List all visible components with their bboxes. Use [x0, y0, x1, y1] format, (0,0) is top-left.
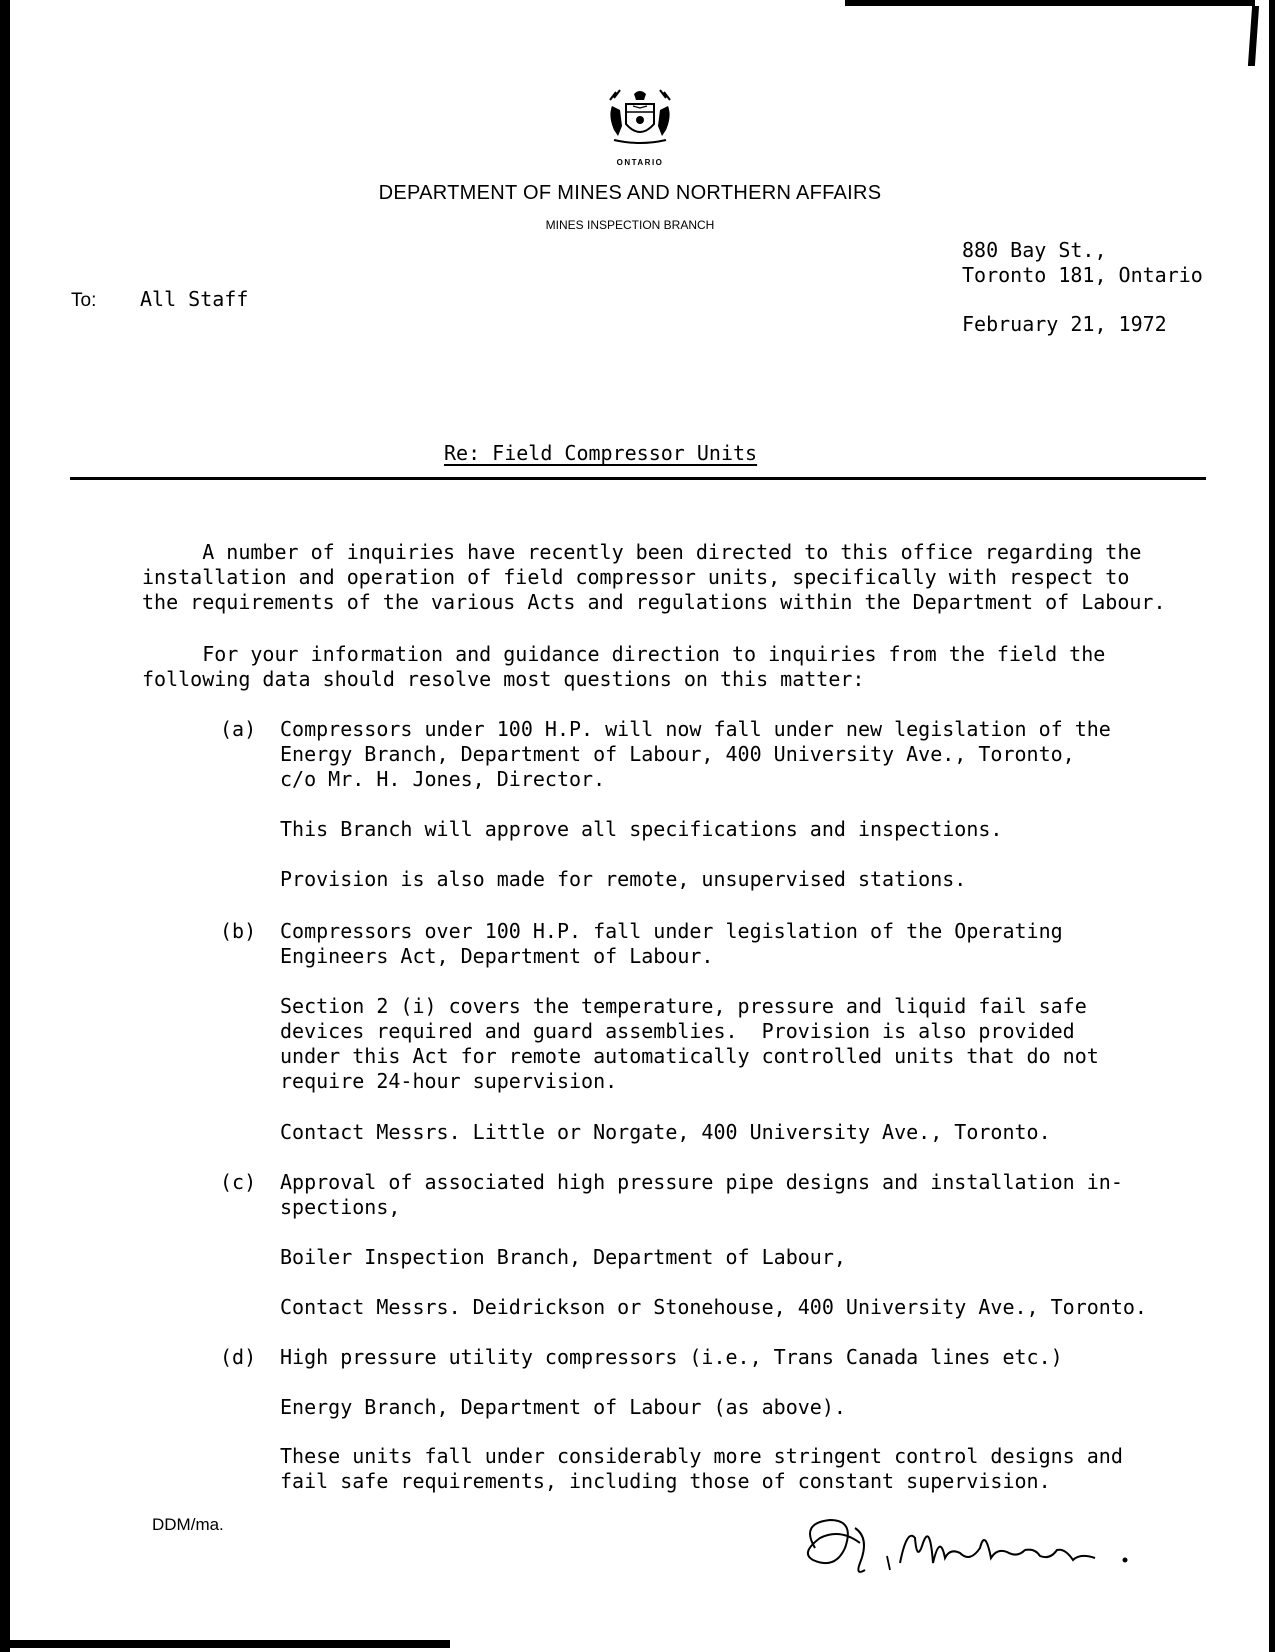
item-b-line: Engineers Act, Department of Labour. [280, 944, 714, 968]
scan-border-bottom [0, 1640, 450, 1648]
item-a-label: (a) [220, 717, 257, 741]
scan-border-left [0, 0, 10, 1652]
item-b-section: under this Act for remote automatically controlled units that do not [280, 1044, 1099, 1068]
scan-border-right [1269, 0, 1275, 1652]
item-a-line: Compressors under 100 H.P. will now fall under new legislation of the [280, 717, 1111, 741]
item-d-closing: These units fall under considerably more stringent control designs and [280, 1444, 1123, 1468]
intro-line: A number of inquiries have recently been directed to this office regarding the [142, 540, 1142, 564]
item-a-line: Energy Branch, Department of Labour, 400 University Ave., Toronto, [280, 742, 1075, 766]
recipient-label: To: [71, 290, 97, 311]
item-c-note: Boiler Inspection Branch, Department of Labour, [280, 1245, 846, 1269]
letter-date: February 21, 1972 [962, 312, 1167, 336]
item-d-label: (d) [220, 1345, 257, 1369]
handwritten-signature [795, 1508, 1195, 1588]
subject-line: Re: Field Compressor Units [444, 441, 758, 465]
item-d-note: Energy Branch, Department of Labour (as above). [280, 1395, 846, 1419]
item-c-label: (c) [220, 1170, 257, 1194]
scan-border-top [845, 0, 1255, 6]
item-a-line: c/o Mr. H. Jones, Director. [280, 767, 606, 791]
department-title: DEPARTMENT OF MINES AND NORTHERN AFFAIRS [378, 182, 882, 204]
guidance-line: following data should resolve most questions on this matter: [142, 667, 865, 691]
item-b-contact: Contact Messrs. Little or Norgate, 400 University Ave., Toronto. [280, 1120, 1051, 1144]
item-b-section: Section 2 (i) covers the temperature, pressure and liquid fail safe [280, 994, 1087, 1018]
guidance-line: For your information and guidance direction to inquiries from the field the [142, 642, 1106, 666]
typist-initials: DDM/ma. [152, 1515, 224, 1534]
item-a-note: Provision is also made for remote, unsupervised stations. [280, 867, 967, 891]
item-a-note: This Branch will approve all specifications and inspections. [280, 817, 1003, 841]
ontario-coat-of-arms-icon [604, 86, 676, 146]
intro-line: installation and operation of field compressor units, specifically with respect to [142, 565, 1130, 589]
item-c-contact: Contact Messrs. Deidrickson or Stonehouse, 400 University Ave., Toronto. [280, 1295, 1147, 1319]
item-b-section: require 24-hour supervision. [280, 1069, 618, 1093]
item-b-line: Compressors over 100 H.P. fall under legislation of the Operating [280, 919, 1063, 943]
item-c-line: spections, [280, 1195, 401, 1219]
subject-divider [70, 477, 1206, 480]
item-d-line: High pressure utility compressors (i.e., Trans Canada lines etc.) [280, 1345, 1063, 1369]
recipient-value: All Staff [140, 287, 249, 311]
address-line-2: Toronto 181, Ontario [962, 263, 1203, 287]
crest-label: ONTARIO [616, 158, 664, 167]
scan-mark-right [1248, 6, 1259, 66]
item-c-line: Approval of associated high pressure pipe designs and installation in- [280, 1170, 1123, 1194]
item-b-section: devices required and guard assemblies. Provision is also provided [280, 1019, 1075, 1043]
address-line-1: 880 Bay St., [962, 238, 1107, 262]
item-b-label: (b) [220, 919, 257, 943]
branch-subtitle: MINES INSPECTION BRANCH [545, 218, 715, 232]
item-d-closing: fail safe requirements, including those of constant supervision. [280, 1469, 1051, 1493]
intro-line: the requirements of the various Acts and regulations within the Department of Labour. [142, 590, 1166, 614]
